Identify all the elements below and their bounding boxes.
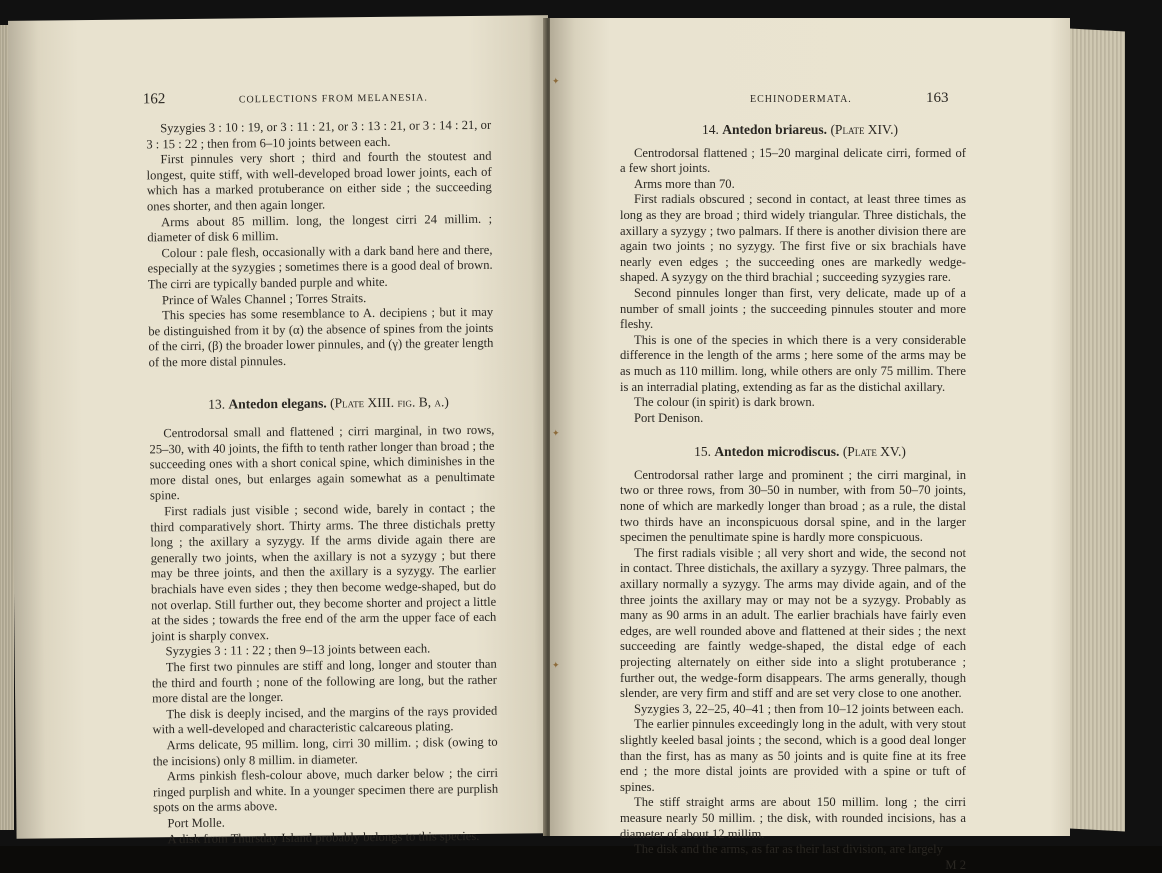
paragraph: First radials just visible ; second wide, barely in contact ; the third comparatively short. Thirty arms. The three distichals pretty long ; the axillary a syzygy. If the arms divide again there are generally two joints, when the axillary is not a syzygy ; but there may be three joints, and then the axillary is a syzygy. The earlier brachials have even sides ; they then become wedge-shaped, but do not overlap. Still further out, they become shorter and project a little at the sides ; towards the free end of the arm the upper face of each joint is sharply convex.: [150, 500, 497, 644]
section-number: 14.: [702, 122, 719, 137]
paragraph: A disk from Thursday Island probably belongs to this species.: [167, 828, 480, 846]
paragraph: Port Molle.: [167, 815, 225, 831]
paragraph: Prince of Wales Channel ; Torres Straits.: [161, 290, 367, 307]
paragraph: The disk and the arms, as far as their last division, are largely: [634, 842, 943, 857]
section-number: 13.: [208, 396, 226, 412]
left-page: [8, 15, 557, 846]
plate-reference: (Plate XV.): [842, 444, 906, 460]
left-page-body: [146, 118, 499, 848]
paragraph: Second pinnules longer than first, very delicate, made up of a number of small joints ; the succeeding pinnules stouter and more fleshy.: [620, 285, 966, 332]
margin-mark: ✦: [552, 428, 560, 438]
paragraph: This species has some resemblance to A. decipiens ; but it may be distinguished from it by (α) the absence of spines from the joints of the cirri, (β) the broader lower pinnules, and (γ) the greater length of the more distal pinnules.: [148, 304, 494, 370]
running-head: COLLECTIONS FROM MELANESIA.: [238, 92, 428, 106]
section-heading: [620, 122, 966, 138]
paragraph: First radials obscured ; second in contact, at least three times as long as they are broad ; third widely triangular. Three distichals, the axillary a syzygy ; two palmars. If there is another division there are again two joints ; no syzygy. The first five or six brachials have nearly even edges ; the succeeding ones are markedly wedge-shaped. A syzygy on the third brachial ; succeeding syzygies rare.: [620, 192, 966, 285]
section-heading: [620, 444, 966, 460]
paragraph: Syzygies 3 : 11 : 22 ; then 9–13 joints between each.: [165, 641, 431, 659]
paragraph: Port Denison.: [634, 410, 704, 425]
species-name: Antedon briareus.: [722, 122, 828, 137]
margin-mark: ✦: [552, 76, 560, 86]
species-name: Antedon microdiscus.: [714, 444, 840, 460]
plate-reference: (Plate XIV.): [830, 122, 898, 137]
page-number: 163: [926, 90, 949, 106]
right-page: [550, 18, 1070, 872]
paragraph: This is one of the species in which there is a very considerable difference in the length of the arms ; here some of the arms may be as much as 110 millim. long, while others are only 75 millim. There is an interradial plating, extending as far as the distichal axillary.: [620, 332, 966, 394]
paragraph: First pinnules very short ; third and fourth the stoutest and longest, quite stiff, with well-developed broad lower joints, each of which has a marked protuberance on either side ; the succeeding ones shorter, and then again longer.: [146, 148, 492, 214]
paragraph: The stiff straight arms are about 150 millim. long ; the cirri measure nearly 50 millim. ; the disk, with rounded incisions, has a diameter of about 12 millim.: [620, 795, 966, 841]
page-number: 162: [142, 91, 166, 108]
paragraph: The first radials visible ; all very short and wide, the second not in contact. Three distichals, the axillary a syzygy. Three palmars, the axillary normally a syzygy. The arms may divide again, and of the three joints the axillary may or may not be a syzygy. Probably as many as 90 arms in an adult. The earlier brachials have fairly even edges, are well rounded above and flattened at their sides ; the next succeeding are faintly wedge-shaped, the distal edge of each projecting alternately on either side into a slight protuberance ; further out, the wedge-form disappears. The arms generally, though slender, are very firm and stiff and are set very close to one another.: [620, 545, 966, 701]
paragraph: Colour : pale flesh, occasionally with a dark band here and there, especially at the syzygies ; sometimes there is a good deal of brown. The cirri are typically banded purple and white.: [147, 242, 493, 292]
paragraph: Arms more than 70.: [634, 176, 735, 191]
section-number: 15.: [694, 444, 712, 460]
paragraph: Syzygies 3 : 10 : 19, or 3 : 11 : 21, or 3 : 13 : 21, or 3 : 14 : 21, or 3 : 15 : 22 ; then from 6–10 joints between each.: [146, 117, 492, 151]
paragraph: Arms delicate, 95 millim. long, cirri 30 millim. ; disk (owing to the incisions) only 8 millim. in diameter.: [152, 734, 498, 768]
right-page-edges: [1070, 29, 1125, 832]
paragraph: Arms pinkish flesh-colour above, much darker below ; the cirri ringed purplish and white. In a younger specimen there are purplish spots on the arms above.: [153, 765, 499, 815]
paragraph: Centrodorsal flattened ; 15–20 marginal delicate cirri, formed of a few short joints.: [620, 145, 966, 176]
paragraph: Syzygies 3, 22–25, 40–41 ; then from 10–12 joints between each.: [634, 701, 964, 716]
running-head: ECHINODERMATA.: [750, 94, 852, 105]
paragraph: The earlier pinnules exceedingly long in the adult, with very stout slightly keeled basal joints ; the second, which is a good deal longer than the first, has as many as 50 joints and is quite fine at its free end ; the more distal joints are provided with a spine or tuft of spines.: [620, 717, 966, 794]
signature-mark: M 2: [945, 857, 966, 872]
plate-reference: (Plate XIII. fig. B, a.): [330, 393, 449, 410]
paragraph: Centrodorsal rather large and prominent ; the cirri marginal, in two or three rows, from 30–50 in number, with from 50–70 joints, none of which are markedly longer than broad ; as a rule, the distal two thirds have an inconspicuous dorsal spine, and in the larger specimen the penultimate spine is hardly more conspicuous.: [620, 467, 966, 545]
paragraph: Centrodorsal small and flattened ; cirri marginal, in two rows, 25–30, with 40 joints, the fifth to tenth rather longer than broad ; the succeeding ones with a short conical spine, which diminishes in the more distal ones, but enlarges again somewhat as a penultimate spine.: [149, 422, 495, 503]
paragraph: The disk is deeply incised, and the margins of the rays provided with a well-developed and characteristic calcareous plating.: [152, 703, 498, 737]
paragraph: The colour (in spirit) is dark brown.: [634, 395, 815, 410]
right-page-body: [620, 122, 966, 873]
paragraph: Arms about 85 millim. long, the longest cirri 24 millim. ; diameter of disk 6 millim.: [147, 211, 493, 245]
margin-mark: ✦: [552, 660, 560, 670]
species-name: Antedon elegans.: [228, 395, 327, 412]
paragraph: The first two pinnules are stiff and long, longer and stouter than the third and fourth ; none of the following are long, but the rather more distal are the longer.: [151, 656, 498, 706]
